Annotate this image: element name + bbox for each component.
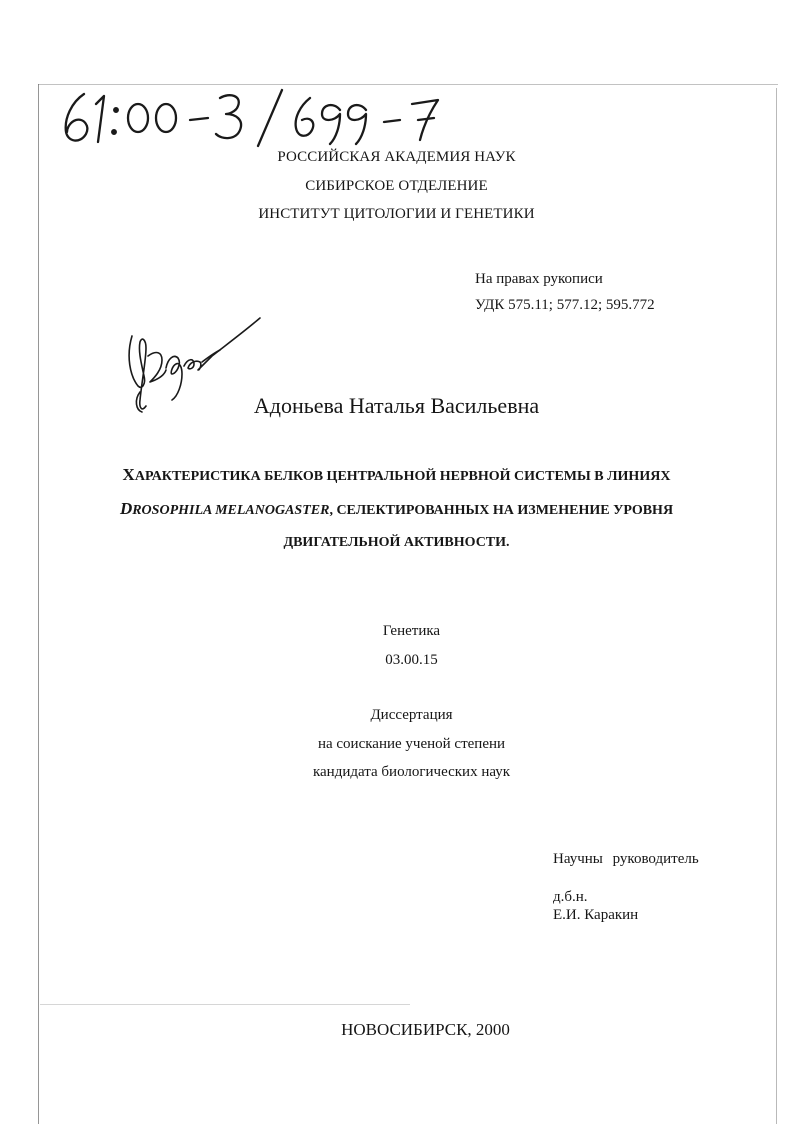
- title-line-1: [0, 467, 793, 485]
- manuscript-rights: На правах рукописи: [475, 271, 603, 287]
- title-species-cap: D: [119, 499, 133, 518]
- advisor-name: Е.И. Каракин: [553, 907, 639, 923]
- title-species-rest: ROSOPHILA MELANOGASTER: [132, 503, 330, 518]
- specialty-name: Генетика: [382, 623, 441, 639]
- title-line-2: [0, 501, 793, 519]
- dissertation-label: Диссертация: [370, 707, 453, 723]
- scan-edge-right: [776, 88, 777, 1124]
- dissertation-degree-line: на соискание ученой степени: [317, 736, 506, 752]
- handwritten-catalog-code: [54, 76, 454, 156]
- org-institute: ИНСТИТУТ ЦИТОЛОГИИ И ГЕНЕТИКИ: [258, 206, 535, 222]
- title-line-1-cap: Х: [122, 465, 135, 484]
- title-line-3: ДВИГАТЕЛЬНОЙ АКТИВНОСТИ.: [283, 535, 510, 550]
- udk-code: УДК 575.11; 577.12; 595.772: [475, 297, 655, 313]
- scan-artifact-line: [40, 1004, 410, 1005]
- org-academy: РОССИЙСКАЯ АКАДЕМИЯ НАУК: [277, 149, 516, 165]
- title-line-2-rest: , СЕЛЕКТИРОВАННЫХ НА ИЗМЕНЕНИЕ УРОВНЯ: [329, 503, 674, 518]
- scan-edge-left: [38, 84, 39, 1124]
- advisor-label: Научны руководитель: [553, 851, 699, 867]
- org-branch: СИБИРСКОЕ ОТДЕЛЕНИЕ: [305, 178, 488, 194]
- advisor-degree: д.б.н.: [553, 889, 588, 905]
- title-line-1-rest: АРАКТЕРИСТИКА БЕЛКОВ ЦЕНТРАЛЬНОЙ НЕРВНОЙ СИСТЕМЫ В ЛИНИЯХ: [134, 469, 671, 484]
- footer-city-year: НОВОСИБИРСК, 2000: [341, 1020, 510, 1039]
- author-name: Адоньева Наталья Васильевна: [253, 393, 540, 418]
- specialty-code: 03.00.15: [385, 652, 438, 668]
- dissertation-degree-field: кандидата биологических наук: [312, 764, 511, 780]
